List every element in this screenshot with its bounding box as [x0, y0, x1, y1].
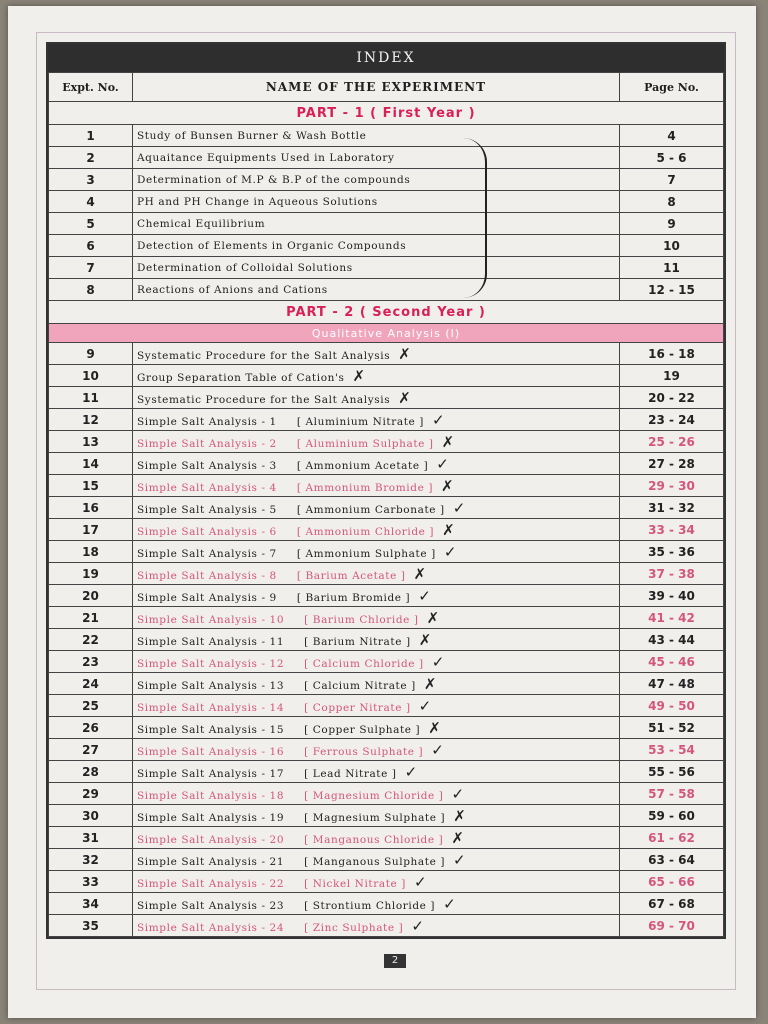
experiment-name: Simple Salt Analysis - 16: [137, 745, 285, 758]
expt-number: 1: [49, 125, 133, 147]
salt-name: [ Ammonium Acetate ]: [296, 459, 429, 472]
experiment-name: Simple Salt Analysis - 11: [137, 635, 285, 648]
expt-number: 3: [49, 169, 133, 191]
table-row: [49, 343, 724, 365]
expt-number: 27: [49, 739, 133, 761]
part2-heading-row: [49, 301, 724, 324]
table-row: [49, 629, 724, 651]
page-range: 43 - 44: [620, 629, 724, 651]
experiment-name: Aquaitance Equipments Used in Laboratory: [137, 151, 395, 164]
expt-number: 22: [49, 629, 133, 651]
experiment-name: Reactions of Anions and Cations: [137, 283, 328, 296]
page-range: 65 - 66: [620, 871, 724, 893]
salt-name: [ Barium Nitrate ]: [304, 635, 411, 648]
experiment-name: Simple Salt Analysis - 9: [137, 591, 277, 604]
page-range: 20 - 22: [620, 387, 724, 409]
cross-mark-icon: ✗: [352, 366, 366, 385]
check-mark-icon: ✓: [443, 542, 457, 561]
table-row: [49, 607, 724, 629]
cross-mark-icon: ✗: [451, 828, 465, 847]
check-mark-icon: ✓: [418, 586, 432, 605]
experiment-name: Simple Salt Analysis - 10: [137, 613, 285, 626]
expt-number: 10: [49, 365, 133, 387]
expt-number: 30: [49, 805, 133, 827]
header-row: [49, 73, 724, 102]
expt-number: 18: [49, 541, 133, 563]
experiment-cell: [133, 431, 620, 453]
cross-mark-icon: ✗: [442, 520, 456, 539]
experiment-name: Simple Salt Analysis - 2: [137, 437, 277, 450]
experiment-cell: [133, 125, 620, 147]
page-range: 55 - 56: [620, 761, 724, 783]
experiment-cell: [133, 871, 620, 893]
table-row: [49, 519, 724, 541]
check-mark-icon: ✓: [404, 762, 418, 781]
salt-name: [ Manganous Chloride ]: [304, 833, 444, 846]
cross-mark-icon: ✗: [423, 674, 437, 693]
experiment-name: Simple Salt Analysis - 17: [137, 767, 285, 780]
experiment-cell: [133, 365, 620, 387]
page-range: 67 - 68: [620, 893, 724, 915]
table-row: [49, 717, 724, 739]
salt-name: [ Nickel Nitrate ]: [304, 877, 406, 890]
table-row: [49, 191, 724, 213]
expt-number: 21: [49, 607, 133, 629]
experiment-name: Simple Salt Analysis - 4: [137, 481, 277, 494]
experiment-name: Determination of M.P & B.P of the compounds: [137, 173, 411, 186]
experiment-cell: [133, 651, 620, 673]
experiment-cell: [133, 169, 620, 191]
experiment-cell: [133, 893, 620, 915]
page-range: 35 - 36: [620, 541, 724, 563]
expt-number: 15: [49, 475, 133, 497]
expt-number: 34: [49, 893, 133, 915]
salt-name: [ Zinc Sulphate ]: [304, 921, 404, 934]
page-range: 63 - 64: [620, 849, 724, 871]
experiment-name: Simple Salt Analysis - 18: [137, 789, 285, 802]
experiment-name: Chemical Equilibrium: [137, 217, 266, 230]
cross-mark-icon: ✗: [413, 564, 427, 583]
expt-number: 17: [49, 519, 133, 541]
experiment-name: Determination of Colloidal Solutions: [137, 261, 353, 274]
experiment-cell: [133, 147, 620, 169]
cross-mark-icon: ✗: [441, 476, 455, 495]
page-range: 69 - 70: [620, 915, 724, 937]
experiment-name: Systematic Procedure for the Salt Analysis: [137, 393, 391, 406]
salt-name: [ Calcium Chloride ]: [304, 657, 424, 670]
table-row: [49, 871, 724, 893]
expt-number: 14: [49, 453, 133, 475]
salt-name: [ Copper Nitrate ]: [304, 701, 411, 714]
check-mark-icon: ✓: [443, 894, 457, 913]
page-range: 49 - 50: [620, 695, 724, 717]
experiment-table: [48, 72, 724, 937]
experiment-cell: [133, 541, 620, 563]
experiment-name: Simple Salt Analysis - 22: [137, 877, 285, 890]
table-row: [49, 279, 724, 301]
expt-number: 9: [49, 343, 133, 365]
table-row: [49, 475, 724, 497]
expt-number: 8: [49, 279, 133, 301]
cross-mark-icon: ✗: [418, 630, 432, 649]
table-row: [49, 739, 724, 761]
experiment-name: Simple Salt Analysis - 14: [137, 701, 285, 714]
experiment-name: PH and PH Change in Aqueous Solutions: [137, 195, 378, 208]
expt-number: 11: [49, 387, 133, 409]
qualitative-analysis-band: [49, 324, 724, 343]
experiment-name: Simple Salt Analysis - 6: [137, 525, 277, 538]
qualitative-analysis-heading: Qualitative Analysis (I): [49, 324, 724, 343]
salt-name: [ Copper Sulphate ]: [304, 723, 421, 736]
table-row: [49, 409, 724, 431]
experiment-name: Detection of Elements in Organic Compounds: [137, 239, 407, 252]
table-row: [49, 651, 724, 673]
experiment-name: Simple Salt Analysis - 5: [137, 503, 277, 516]
check-mark-icon: ✓: [452, 498, 466, 517]
experiment-cell: [133, 915, 620, 937]
page-range: 57 - 58: [620, 783, 724, 805]
cross-mark-icon: ✗: [398, 344, 412, 363]
check-mark-icon: ✓: [453, 850, 467, 869]
salt-name: [ Barium Bromide ]: [296, 591, 411, 604]
index-title: INDEX: [48, 44, 724, 72]
expt-number: 26: [49, 717, 133, 739]
expt-number: 29: [49, 783, 133, 805]
experiment-cell: [133, 519, 620, 541]
experiment-name: Simple Salt Analysis - 20: [137, 833, 285, 846]
table-row: [49, 257, 724, 279]
table-row: [49, 585, 724, 607]
experiment-cell: [133, 343, 620, 365]
salt-name: [ Ammonium Chloride ]: [296, 525, 435, 538]
table-row: [49, 387, 724, 409]
experiment-name: Simple Salt Analysis - 1: [137, 415, 277, 428]
experiment-name: Simple Salt Analysis - 21: [137, 855, 285, 868]
table-row: [49, 805, 724, 827]
expt-number: 6: [49, 235, 133, 257]
expt-number: 31: [49, 827, 133, 849]
salt-name: [ Aluminium Sulphate ]: [296, 437, 434, 450]
page-range: 12 - 15: [620, 279, 724, 301]
salt-name: [ Calcium Nitrate ]: [304, 679, 416, 692]
experiment-cell: [133, 717, 620, 739]
salt-name: [ Barium Acetate ]: [296, 569, 406, 582]
expt-number: 24: [49, 673, 133, 695]
salt-name: [ Manganous Sulphate ]: [304, 855, 446, 868]
cross-mark-icon: ✗: [398, 388, 412, 407]
table-row: [49, 695, 724, 717]
expt-number: 2: [49, 147, 133, 169]
experiment-cell: [133, 629, 620, 651]
experiment-name: Simple Salt Analysis - 24: [137, 921, 285, 934]
expt-number: 23: [49, 651, 133, 673]
experiment-cell: [133, 805, 620, 827]
page-range: 47 - 48: [620, 673, 724, 695]
page-range: 59 - 60: [620, 805, 724, 827]
experiment-cell: [133, 235, 620, 257]
experiment-cell: [133, 827, 620, 849]
experiment-cell: [133, 783, 620, 805]
experiment-cell: [133, 475, 620, 497]
table-row: [49, 849, 724, 871]
experiment-name: Simple Salt Analysis - 19: [137, 811, 285, 824]
experiment-cell: [133, 761, 620, 783]
salt-name: [ Barium Chloride ]: [304, 613, 419, 626]
page-range: 19: [620, 365, 724, 387]
expt-number: 35: [49, 915, 133, 937]
experiment-cell: [133, 191, 620, 213]
experiment-cell: [133, 607, 620, 629]
table-row: [49, 213, 724, 235]
experiment-cell: [133, 563, 620, 585]
page-range: 45 - 46: [620, 651, 724, 673]
experiment-cell: [133, 387, 620, 409]
expt-number: 4: [49, 191, 133, 213]
table-row: [49, 431, 724, 453]
page-range: 11: [620, 257, 724, 279]
page-range: 23 - 24: [620, 409, 724, 431]
experiment-cell: [133, 849, 620, 871]
cross-mark-icon: ✗: [453, 806, 467, 825]
experiment-cell: [133, 585, 620, 607]
page-range: 41 - 42: [620, 607, 724, 629]
experiment-cell: [133, 213, 620, 235]
page-range: 5 - 6: [620, 147, 724, 169]
page-range: 51 - 52: [620, 717, 724, 739]
table-row: [49, 893, 724, 915]
check-mark-icon: ✓: [432, 410, 446, 429]
check-mark-icon: ✓: [413, 872, 428, 891]
table-row: [49, 453, 724, 475]
check-mark-icon: ✓: [418, 696, 432, 715]
page-range: 31 - 32: [620, 497, 724, 519]
experiment-name: Simple Salt Analysis - 7: [137, 547, 277, 560]
page-range: 8: [620, 191, 724, 213]
experiment-name: Simple Salt Analysis - 3: [137, 459, 277, 472]
salt-name: [ Magnesium Chloride ]: [304, 789, 444, 802]
salt-name: [ Ammonium Sulphate ]: [296, 547, 436, 560]
check-mark-icon: ✓: [431, 740, 445, 759]
header-expt-no: Expt. No.: [49, 73, 133, 102]
cross-mark-icon: ✗: [441, 432, 455, 451]
part1-heading: PART - 1 ( First Year ): [49, 102, 724, 125]
page-range: 29 - 30: [620, 475, 724, 497]
page-range: 37 - 38: [620, 563, 724, 585]
experiment-cell: [133, 279, 620, 301]
header-experiment-name: NAME OF THE EXPERIMENT: [133, 73, 620, 102]
page-range: 33 - 34: [620, 519, 724, 541]
index-table: [46, 42, 726, 939]
salt-name: [ Ammonium Carbonate ]: [296, 503, 445, 516]
table-row: [49, 497, 724, 519]
expt-number: 33: [49, 871, 133, 893]
expt-number: 25: [49, 695, 133, 717]
page-range: 25 - 26: [620, 431, 724, 453]
salt-name: [ Ferrous Sulphate ]: [304, 745, 424, 758]
experiment-cell: [133, 739, 620, 761]
page-range: 27 - 28: [620, 453, 724, 475]
check-mark-icon: ✓: [431, 652, 445, 671]
part1-heading-row: [49, 102, 724, 125]
table-row: [49, 827, 724, 849]
check-mark-icon: ✓: [451, 784, 465, 803]
experiment-cell: [133, 695, 620, 717]
salt-name: [ Ammonium Bromide ]: [296, 481, 434, 494]
salt-name: [ Strontium Chloride ]: [304, 899, 436, 912]
check-mark-icon: ✓: [411, 916, 425, 935]
experiment-name: Study of Bunsen Burner & Wash Bottle: [137, 129, 367, 142]
cross-mark-icon: ✗: [428, 718, 442, 737]
page-range: 10: [620, 235, 724, 257]
part2-heading: PART - 2 ( Second Year ): [49, 301, 724, 324]
bracket-mark: [463, 138, 487, 298]
table-row: [49, 915, 724, 937]
salt-name: [ Aluminium Nitrate ]: [296, 415, 424, 428]
check-mark-icon: ✓: [436, 454, 450, 473]
experiment-cell: [133, 673, 620, 695]
salt-name: [ Lead Nitrate ]: [304, 767, 397, 780]
expt-number: 12: [49, 409, 133, 431]
table-row: [49, 541, 724, 563]
page-range: 4: [620, 125, 724, 147]
page-range: 53 - 54: [620, 739, 724, 761]
page-number: 2: [384, 954, 406, 968]
table-row: [49, 783, 724, 805]
expt-number: 20: [49, 585, 133, 607]
experiment-name: Group Separation Table of Cation's: [137, 371, 345, 384]
cross-mark-icon: ✗: [426, 608, 440, 627]
page-range: 39 - 40: [620, 585, 724, 607]
table-row: [49, 365, 724, 387]
expt-number: 16: [49, 497, 133, 519]
expt-number: 19: [49, 563, 133, 585]
experiment-cell: [133, 453, 620, 475]
table-row: [49, 673, 724, 695]
header-page-no: Page No.: [620, 73, 724, 102]
experiment-cell: [133, 257, 620, 279]
experiment-name: Simple Salt Analysis - 13: [137, 679, 285, 692]
notebook-page: [8, 6, 756, 1018]
table-row: [49, 169, 724, 191]
table-row: [49, 235, 724, 257]
expt-number: 13: [49, 431, 133, 453]
experiment-name: Simple Salt Analysis - 8: [137, 569, 277, 582]
salt-name: [ Magnesium Sulphate ]: [304, 811, 446, 824]
page-range: 9: [620, 213, 724, 235]
page-range: 61 - 62: [620, 827, 724, 849]
experiment-name: Simple Salt Analysis - 23: [137, 899, 285, 912]
table-row: [49, 761, 724, 783]
expt-number: 7: [49, 257, 133, 279]
table-row: [49, 125, 724, 147]
experiment-name: Simple Salt Analysis - 15: [137, 723, 285, 736]
expt-number: 32: [49, 849, 133, 871]
page-range: 16 - 18: [620, 343, 724, 365]
table-row: [49, 563, 724, 585]
page-range: 7: [620, 169, 724, 191]
experiment-cell: [133, 409, 620, 431]
expt-number: 28: [49, 761, 133, 783]
experiment-name: Simple Salt Analysis - 12: [137, 657, 285, 670]
expt-number: 5: [49, 213, 133, 235]
table-row: [49, 147, 724, 169]
experiment-name: Systematic Procedure for the Salt Analysis: [137, 349, 391, 362]
experiment-cell: [133, 497, 620, 519]
